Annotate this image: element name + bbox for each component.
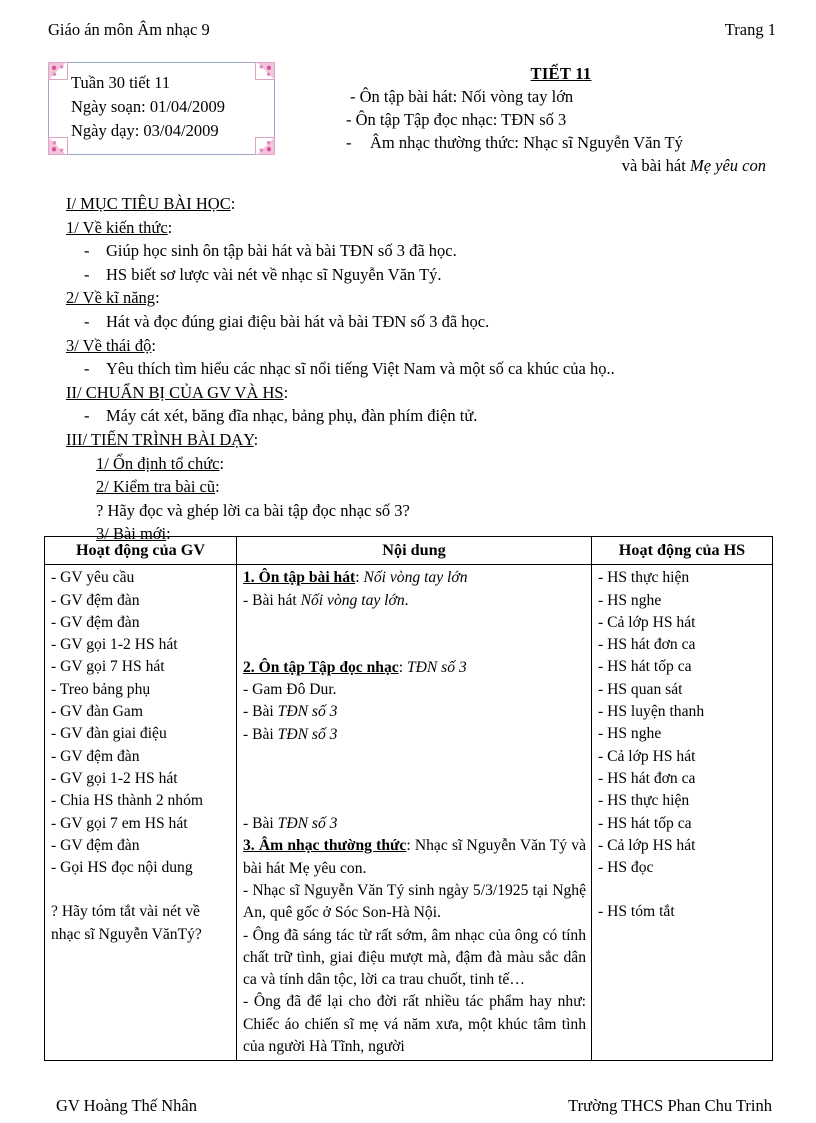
lesson-objective-text: và bài hát <box>621 156 690 175</box>
lesson-objective-text: - Ôn tập Tập đọc nhạc: TĐN số 3 <box>346 110 567 129</box>
week-period: Tuần 30 tiết 11 <box>71 73 171 92</box>
teacher-question-line-2: nhạc sĩ Nguyễn VănTý? <box>51 925 202 943</box>
subsection-heading-colon: : <box>215 477 220 497</box>
content-line-prefix: - Bài hát <box>243 591 301 609</box>
subsection-heading-text: 2/ Kiểm tra bài cũ <box>96 477 216 497</box>
content-line <box>243 724 586 746</box>
list-item: - GV gọi 7 em HS hát <box>51 814 188 832</box>
lesson-plan-table <box>44 536 773 1061</box>
column-header-content: Nội dung <box>237 537 592 565</box>
column-header-teacher: Hoạt động của GV <box>45 537 237 565</box>
list-item: - HS nghe <box>598 591 662 609</box>
page-header <box>48 20 776 40</box>
content-paragraph: - Ông đã để lại cho đời rất nhiều tác phẩm hay như: Chiếc áo chiến sĩ mẹ vá năm xưa, một khúc tâm tình của người Hà Tĩnh, người <box>243 993 586 1056</box>
list-item: - Cả lớp HS hát <box>598 613 696 631</box>
student-summary-item: - HS tóm tắt <box>598 903 675 921</box>
header-page-number: Trang 1 <box>724 20 776 39</box>
song-title-italic: Nối vòng tay lớn <box>363 569 468 587</box>
list-item: - Chia HS thành 2 nhóm <box>51 792 204 810</box>
teacher-question-line-1: ? Hãy tóm tắt vài nét về <box>51 903 200 921</box>
list-item: - GV gọi 7 HS hát <box>51 658 165 676</box>
subsection-heading-colon: : <box>155 288 160 308</box>
content-line <box>243 813 586 835</box>
song-title-italic: TĐN số 3 <box>277 725 338 743</box>
content-heading-sep: : Nhạc sĩ Nguyễn Văn Tý và bài hát Mẹ yêu con. <box>243 837 587 877</box>
section-heading-colon: : <box>283 382 289 402</box>
song-title-italic: TĐN số 3 <box>406 658 467 676</box>
lesson-objective-line-2 <box>336 108 786 131</box>
subsection-heading-text: 1/ Ổn định tổ chức <box>96 453 220 473</box>
content-line-suffix: . <box>404 591 409 609</box>
list-item: - HS thực hiện <box>598 792 690 810</box>
subsection-heading-text: 2/ Về kĩ năng <box>66 288 156 308</box>
content-heading-number: 3. Âm nhạc thường thức <box>243 837 407 855</box>
content-line-prefix: - Bài <box>243 815 278 833</box>
list-item <box>66 357 766 381</box>
content-line: - Gam Đô Dur. <box>243 681 337 699</box>
subsection-heading-text: 1/ Về kiến thức <box>66 217 168 237</box>
list-item: - GV đệm đàn <box>51 747 140 765</box>
section-heading-3 <box>66 428 766 452</box>
song-title-italic: Mẹ yêu con <box>689 156 766 175</box>
subsection-heading-1-1 <box>66 216 766 240</box>
list-item: - Gọi HS đọc nội dung <box>51 859 193 877</box>
list-item: - HS nghe <box>598 725 662 743</box>
lesson-date-box <box>48 62 275 155</box>
dash-marker: - <box>84 359 90 379</box>
list-item: - GV đệm đàn <box>51 836 140 854</box>
list-item: - GV đệm đàn <box>51 591 140 609</box>
lesson-objective-line-3 <box>336 131 786 154</box>
section-heading-colon: : <box>253 429 259 449</box>
subsection-heading-text: 3/ Bài mới <box>96 524 167 544</box>
review-question: ? Hãy đọc và ghép lời ca bài tập đọc nhạc số 3? <box>96 500 410 520</box>
content-heading-sep: : <box>355 569 364 587</box>
song-title-italic: TĐN số 3 <box>277 703 338 721</box>
list-item: - HS quan sát <box>598 680 683 698</box>
section-heading-text: II/ CHUẨN BỊ CỦA GV VÀ HS <box>66 382 284 402</box>
subsection-heading-1-3 <box>66 334 766 358</box>
content-heading-2 <box>243 657 586 679</box>
list-item <box>66 263 766 287</box>
list-item: - HS đọc <box>598 859 654 877</box>
list-item: - Treo bảng phụ <box>51 680 151 698</box>
page-footer <box>56 1096 772 1116</box>
floral-corner-ornament-icon <box>48 62 68 80</box>
list-item-text: Giúp học sinh ôn tập bài hát và bài TĐN số 3 đã học. <box>106 241 457 261</box>
dash-marker: - <box>346 133 352 152</box>
footer-teacher-name: GV Hoàng Thế Nhân <box>56 1096 197 1115</box>
date-prepared: Ngày soạn: 01/04/2009 <box>71 97 225 116</box>
content-heading-3 <box>243 835 586 880</box>
list-item: - HS thực hiện <box>598 569 690 587</box>
list-item: - HS hát đơn ca <box>598 636 696 654</box>
table-header-row <box>45 537 773 565</box>
subsection-heading-colon: : <box>166 524 171 544</box>
list-item-text: HS biết sơ lược vài nét về nhạc sĩ Nguyễn Văn Tý. <box>106 264 442 284</box>
list-item-text: Yêu thích tìm hiểu các nhạc sĩ nổi tiếng Việt Nam và một số ca khúc của họ.. <box>106 359 615 379</box>
list-item: - Cả lớp HS hát <box>598 747 696 765</box>
list-item: - HS hát đơn ca <box>598 769 696 787</box>
section-heading-2 <box>66 381 766 405</box>
subsection-heading-1-2 <box>66 286 766 310</box>
dash-marker: - <box>84 264 90 284</box>
table-row <box>45 565 773 1061</box>
list-item: - GV gọi 1-2 HS hát <box>51 769 178 787</box>
list-item: - GV đàn giai điệu <box>51 725 167 743</box>
content-heading-number: 2. Ôn tập Tập đọc nhạc <box>243 658 399 676</box>
list-item <box>66 310 766 334</box>
lesson-title: TIẾT 11 <box>530 64 592 83</box>
teacher-activities-cell <box>45 565 237 1061</box>
subsection-heading-colon: : <box>167 217 173 237</box>
dash-marker: - <box>84 241 90 261</box>
content-line-prefix: - Bài <box>243 703 278 721</box>
subsection-heading-3-2 <box>66 475 766 499</box>
list-item: - Cả lớp HS hát <box>598 836 696 854</box>
list-item: - GV yêu cầu <box>51 569 135 587</box>
lesson-objective-line-4 <box>336 154 786 177</box>
list-item: - HS luyện thanh <box>598 703 705 721</box>
lesson-body <box>66 192 766 546</box>
subsection-heading-3-1 <box>66 452 766 476</box>
subsection-heading-text: 3/ Về thái độ <box>66 335 152 355</box>
subsection-heading-colon: : <box>219 453 225 473</box>
section-heading-text: I/ MỤC TIÊU BÀI HỌC <box>66 194 231 213</box>
floral-corner-ornament-icon <box>255 137 275 155</box>
song-title-italic: TĐN số 3 <box>277 815 338 833</box>
lesson-objective-text: Âm nhạc thường thức: Nhạc sĩ Nguyễn Văn Tý <box>370 133 683 152</box>
list-item: - GV đàn Gam <box>51 703 143 721</box>
column-header-student: Hoạt động của HS <box>592 537 773 565</box>
list-item: - GV gọi 1-2 HS hát <box>51 636 178 654</box>
list-item <box>66 404 766 428</box>
date-taught: Ngày dạy: 03/04/2009 <box>71 121 219 140</box>
subsection-heading-colon: : <box>151 335 156 355</box>
content-line <box>243 590 586 612</box>
list-item: - GV đệm đàn <box>51 613 140 631</box>
content-heading-1 <box>243 567 586 589</box>
content-paragraph: - Ông đã sáng tác từ rất sớm, âm nhạc của ông có tính chất trữ tình, giai điệu mượt mà, đậm đà màu sắc dân ca và tính dân tộc, lời ca trau chuốt, tinh tế… <box>243 926 586 989</box>
floral-corner-ornament-icon <box>48 137 68 155</box>
content-paragraph: - Nhạc sĩ Nguyễn Văn Tý sinh ngày 5/3/1925 tại Nghệ An, quê gốc ở Sóc Son-Hà Nội. <box>243 881 586 922</box>
section-heading-colon: : <box>230 194 236 213</box>
content-heading-sep: : <box>398 658 407 676</box>
content-cell <box>237 565 592 1061</box>
header-subject: Giáo án môn Âm nhạc 9 <box>48 20 210 39</box>
dash-marker: - <box>84 311 90 331</box>
lesson-objective-text: - Ôn tập bài hát: Nối vòng tay lớn <box>350 87 574 106</box>
section-heading-1 <box>66 192 766 216</box>
section-heading-text: III/ TIẾN TRÌNH BÀI DẠY <box>66 429 254 449</box>
list-item-text: Hát và đọc đúng giai điệu bài hát và bài TĐN số 3 đã học. <box>106 311 490 331</box>
lesson-title-block <box>336 62 786 177</box>
student-activities-cell <box>592 565 773 1061</box>
content-heading-number: 1. Ôn tập bài hát <box>243 569 356 587</box>
list-item-text: Máy cát xét, băng đĩa nhạc, bảng phụ, đàn phím điện tử. <box>106 406 478 426</box>
content-line <box>243 701 586 723</box>
list-item: - HS hát tốp ca <box>598 658 692 676</box>
floral-corner-ornament-icon <box>255 62 275 80</box>
song-title-italic: Nối vòng tay lớn <box>300 591 405 609</box>
content-line-prefix: - Bài <box>243 725 278 743</box>
dash-marker: - <box>84 406 90 426</box>
lesson-objective-line-1 <box>336 85 786 108</box>
footer-school-name: Trường THCS Phan Chu Trinh <box>568 1096 772 1115</box>
list-item <box>66 239 766 263</box>
list-item: - HS hát tốp ca <box>598 814 692 832</box>
